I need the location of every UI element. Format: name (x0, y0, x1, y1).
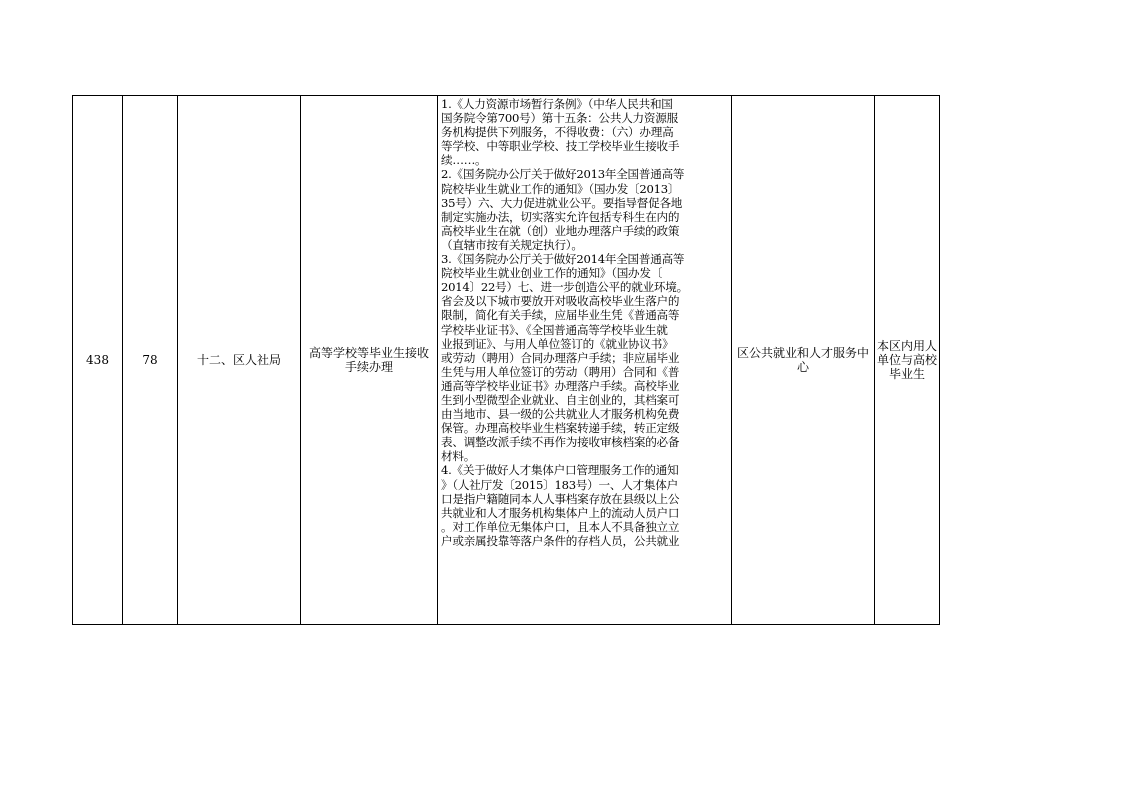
department-cell (178, 96, 301, 625)
legal-basis-text: 1.《人力资源市场暂行条例》（中华人民共和国 国务院令第700号）第十五条：公共人力资源服 务机构提供下列服务，不得收费：（六）办理高 等学校、中等职业学校、技工学校毕业生接收手 续……。 2.《国务院办公厅关于做好2013年全国普通高等 院校毕业生就业工作的通知》（国办发〔2013〕 35号）六、大力促进就业公平。要指导督促各地 制定实施办法，切实落实允许包括专科生在内的 高校毕业生在就（创）业地办理落户手续的政策 （直辖市按有关规定执行）。 3.《国务院办公厅关于做好2014年全国普通高等 院校毕业生就业创业工作的通知》（国办发〔 2014〕22号）七、进一步创造公平的就业环境。 省会及以下城市要放开对吸收高校毕业生落户的 限制，简化有关手续，应届毕业生凭《普通高等 学校毕业证书》、《全国普通高等学校毕业生就 业报到证》、与用人单位签订的《就业协议书》 或劳动（聘用）合同办理落户手续；非应届毕业 生凭与用人单位签订的劳动（聘用）合同和《普 通高等学校毕业证书》办理落户手续。高校毕业 生到小型微型企业就业、自主创业的，其档案可 由当地市、县一级的公共就业人才服务机构免费 保管。办理高校毕业生档案转递手续，转正定级 表、调整改派手续不再作为接收审核档案的必备 材料。 4.《关于做好人才集体户口管理服务工作的通知 》（人社厅发〔2015〕183号）一、人才集体户 口是指户籍随同本人人事档案存放在县级以上公 共就业和人才服务机构集体户上的流动人员户口 。对工作单位无集体户口，且本人不具备独立立 户或亲属投靠等落户条件的存档人员，公共就业 (441, 97, 688, 548)
legal-basis-wrapper (441, 97, 729, 624)
service-target: 本区内用人单位与高校毕业生 (877, 339, 938, 381)
item-number: 78 (142, 353, 158, 367)
agency-cell (732, 96, 875, 625)
target-cell (875, 96, 940, 625)
serial-number-cell (73, 96, 123, 625)
item-name: 高等学校等毕业生接收手续办理 (308, 346, 429, 374)
legal-basis-cell (438, 96, 732, 625)
department-name: 十二、区人社局 (196, 353, 281, 367)
item-number-cell (123, 96, 178, 625)
table-row (73, 96, 940, 625)
agency-name: 区公共就业和人才服务中心 (736, 346, 869, 374)
serial-number: 438 (86, 353, 109, 367)
item-table (72, 95, 940, 625)
item-name-cell (301, 96, 438, 625)
